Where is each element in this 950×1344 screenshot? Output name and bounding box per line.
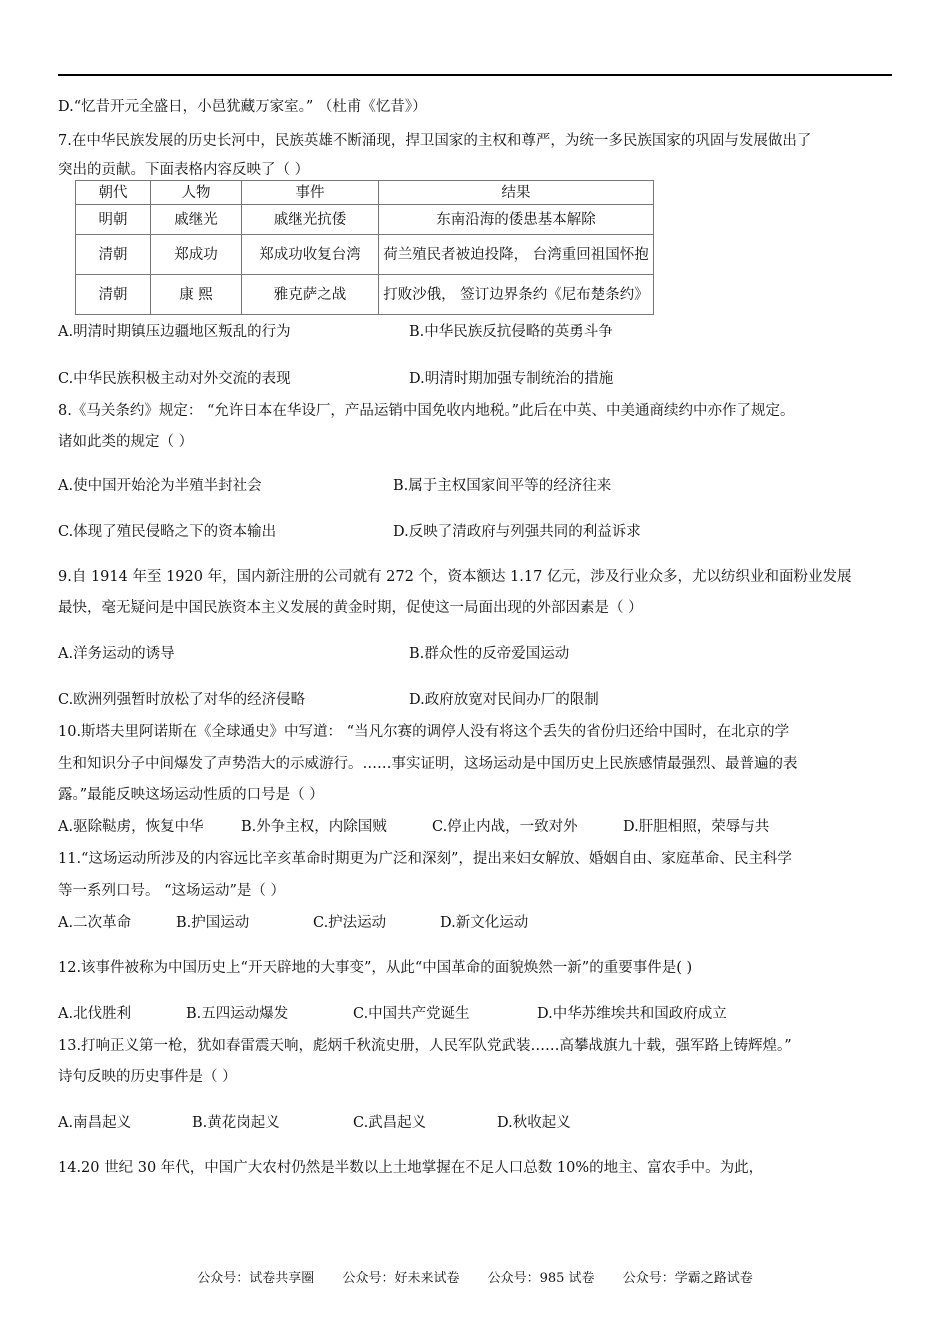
q7-option-c: C.中华民族积极主动对外交流的表现: [58, 371, 291, 387]
footer-item: 公众号：985 试卷: [487, 1271, 595, 1286]
q11-stem-line2: 等一系列口号。 “这场运动”是（ ）: [58, 883, 286, 899]
q9-option-c: C.欧洲列强暂时放松了对华的经济侵略: [58, 692, 306, 708]
q11-option-a: A.二次革命: [58, 915, 132, 931]
q12-stem-line1: 12.该事件被称为中国历史上“开天辟地的大事变”，从此“中国革命的面貌焕然一新”的重要事件是( ): [58, 960, 693, 976]
q9-option-d: D.政府放宽对民间办厂的限制: [409, 692, 599, 708]
table-cell: 打败沙俄， 签订边界条约《尼布楚条约》: [379, 275, 654, 315]
table-cell: 雅克萨之战: [242, 275, 379, 315]
header-rule: [58, 74, 892, 76]
table-cell: 东南沿海的倭患基本解除: [379, 205, 654, 235]
table-row: [76, 205, 654, 235]
table-cell: 明朝: [76, 205, 151, 235]
q9-stem-line1: 9.自 1914 年至 1920 年，国内新注册的公司就有 272 个，资本额达 1.17 亿元，涉及行业众多，尤以纺织业和面粉业发展: [58, 569, 852, 585]
q12-option-c: C.中国共产党诞生: [353, 1006, 470, 1022]
table-cell: 郑成功收复台湾: [242, 235, 379, 275]
q11-option-b: B.护国运动: [176, 915, 250, 931]
q10-stem-line1: 10.斯塔夫里阿诺斯在《全球通史》中写道： “当凡尔赛的调停人没有将这个丢失的省份归还给中国时，在北京的学: [58, 724, 790, 740]
q9-stem-line2: 最快，毫无疑问是中国民族资本主义发展的黄金时期，促使这一局面出现的外部因素是（ ）: [58, 600, 643, 616]
q7-option-d: D.明清时期加强专制统治的措施: [409, 371, 614, 387]
table-cell: 康 熙: [151, 275, 242, 315]
q8-stem-line1: 8.《马关条约》规定： “允许日本在华设厂，产品运销中国免收内地税。”此后在中英、中美通商续约中亦作了规定。: [58, 403, 795, 419]
q8-stem-line2: 诸如此类的规定（ ）: [58, 434, 194, 450]
q13-option-c: C.武昌起义: [353, 1115, 427, 1131]
table-cell: 清朝: [76, 235, 151, 275]
q14-stem-line1: 14.20 世纪 30 年代，中国广大农村仍然是半数以上土地掌握在不足人口总数 10%的地主、富农手中。为此，: [58, 1160, 764, 1176]
table-header-row: [76, 181, 654, 205]
table-cell: 戚继光: [151, 205, 242, 235]
q10-option-a: A.驱除鞑虏，恢复中华: [58, 819, 204, 835]
q7-option-b: B.中华民族反抗侵略的英勇斗争: [409, 324, 613, 340]
q12-option-d: D.中华苏维埃共和国政府成立: [537, 1006, 727, 1022]
q8-option-a: A.使中国开始沦为半殖半封社会: [58, 478, 262, 494]
q10-option-c: C.停止内战，一致对外: [432, 819, 578, 835]
table-header-cell: 朝代: [76, 181, 151, 205]
q13-option-b: B.黄花岗起义: [192, 1115, 280, 1131]
q9-option-a: A.洋务运动的诱导: [58, 646, 175, 662]
footer-item: 公众号：试卷共享圈: [197, 1271, 315, 1286]
page-footer: [0, 1267, 950, 1286]
q12-option-a: A.北伐胜利: [58, 1006, 132, 1022]
table-header-cell: 结果: [379, 181, 654, 205]
q11-stem-line1: 11.“这场运动所涉及的内容远比辛亥革命时期更为广泛和深刻”，提出来妇女解放、婚姻自由、家庭革命、民主科学: [58, 851, 792, 867]
q6-option-d: D.“忆昔开元全盛日，小邑犹藏万家室。” （杜甫《忆昔》）: [58, 99, 427, 115]
table-cell: 清朝: [76, 275, 151, 315]
q7-option-a: A.明清时期镇压边疆地区叛乱的行为: [58, 324, 291, 340]
q13-stem-line2: 诗句反映的历史事件是（ ）: [58, 1069, 237, 1085]
table-row: [76, 275, 654, 315]
footer-item: 公众号：学霸之路试卷: [622, 1271, 753, 1286]
q10-option-d: D.肝胆相照，荣辱与共: [623, 819, 770, 835]
table-cell: 郑成功: [151, 235, 242, 275]
q9-option-b: B.群众性的反帝爱国运动: [409, 646, 570, 662]
q7-stem-line2: 突出的贡献。下面表格内容反映了（ ）: [58, 162, 310, 178]
q11-option-c: C.护法运动: [313, 915, 387, 931]
q10-stem-line3: 露。”最能反映这场运动性质的口号是（ ）: [58, 787, 324, 803]
table-cell: 荷兰殖民者被迫投降， 台湾重回祖国怀抱: [379, 235, 654, 275]
q10-stem-line2: 生和知识分子中间爆发了声势浩大的示威游行。……事实证明，这场运动是中国历史上民族感情最强烈、最普遍的表: [58, 756, 798, 772]
q13-option-d: D.秋收起义: [497, 1115, 571, 1131]
q8-option-b: B.属于主权国家间平等的经济往来: [393, 478, 612, 494]
q8-option-c: C.体现了殖民侵略之下的资本输出: [58, 524, 277, 540]
q11-option-d: D.新文化运动: [440, 915, 529, 931]
table-row: [76, 235, 654, 275]
table-header-cell: 人物: [151, 181, 242, 205]
q7-table: [75, 180, 654, 315]
q12-option-b: B.五四运动爆发: [186, 1006, 289, 1022]
footer-item: 公众号：好未来试卷: [342, 1271, 460, 1286]
table-header-cell: 事件: [242, 181, 379, 205]
q8-option-d: D.反映了清政府与列强共同的利益诉求: [393, 524, 641, 540]
table-cell: 戚继光抗倭: [242, 205, 379, 235]
q7-stem-line1: 7.在中华民族发展的历史长河中，民族英雄不断涌现，捍卫国家的主权和尊严，为统一多民族国家的巩固与发展做出了: [58, 133, 812, 149]
q13-stem-line1: 13.打响正义第一枪，犹如春雷震天响，彪炳千秋流史册，人民军队党武装……高攀战旗九十载，强军路上铸辉煌。”: [58, 1038, 792, 1054]
q10-option-b: B.外争主权，内除国贼: [241, 819, 387, 835]
q13-option-a: A.南昌起义: [58, 1115, 132, 1131]
